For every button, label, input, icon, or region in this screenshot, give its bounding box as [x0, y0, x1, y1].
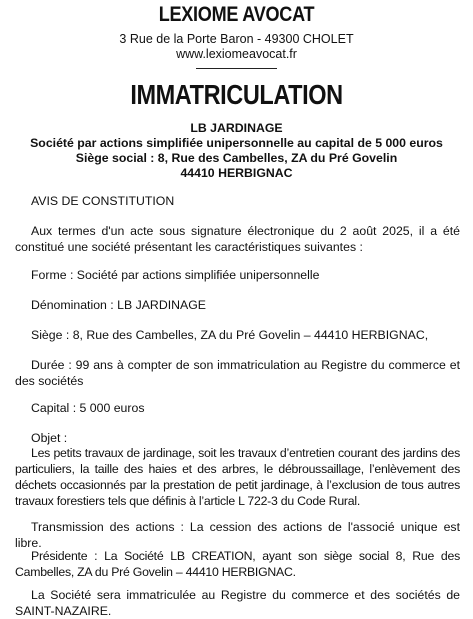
company-seat: Siège social : 8, Rue des Cambelles, ZA du Pré Govelin: [75, 151, 398, 165]
notice-siege: Siège : 8, Rue des Cambelles, ZA du Pré Govelin – 44410 HERBIGNAC,: [31, 328, 429, 342]
divider: [196, 68, 277, 69]
notice-capital: Capital : 5 000 euros: [31, 401, 145, 415]
notice-title: AVIS DE CONSTITUTION: [31, 194, 175, 208]
company-name: LB JARDINAGE: [190, 121, 283, 135]
firm-address: 3 Rue de la Porte Baron - 49300 CHOLET: [119, 32, 354, 46]
notice-intro: Aux termes d'un acte sous signature électronique du 2 août 2025, il a été constitué une société présentant les caractéristiques suivantes :: [15, 224, 460, 254]
firm-name: LEXIOME AVOCAT: [158, 3, 315, 26]
company-city: 44410 HERBIGNAC: [180, 166, 293, 180]
notice-heading: IMMATRICULATION: [130, 79, 343, 110]
notice-immatriculation: La Société sera immatriculée au Registre du commerce et des sociétés de SAINT-NAZAIRE.: [15, 588, 460, 618]
notice-objet-label: Objet :: [31, 431, 68, 445]
notice-objet-text: Les petits travaux de jardinage, soit les travaux d’entretien courant des jardins des particuliers, la taille des haies et des arbres, le débroussaillage, l’enlèvement des déchets occasionnés par la prestation de petit jardinage, à l’exclusion de tous autres travaux forestiers tels que définis à l’article L 722-3 du Code Rural.: [15, 446, 460, 508]
notice-transmission: Transmission des actions : La cession des actions de l'associé unique est libre.: [15, 520, 460, 550]
notice-forme: Forme : Société par actions simplifiée unipersonnelle: [31, 268, 320, 282]
notice-denomination: Dénomination : LB JARDINAGE: [31, 298, 206, 312]
company-legal-form: Société par actions simplifiée unipersonnelle au capital de 5 000 euros: [30, 136, 443, 150]
firm-website: www.lexiomeavocat.fr: [176, 47, 297, 61]
notice-presidente: Présidente : La Société LB CREATION, ayant son siège social 8, Rue des Cambelles, ZA du Pré Govelin – 44410 HERBIGNAC.: [15, 549, 460, 579]
notice-duree: Durée : 99 ans à compter de son immatriculation au Registre du commerce et des sociétés: [15, 358, 460, 388]
